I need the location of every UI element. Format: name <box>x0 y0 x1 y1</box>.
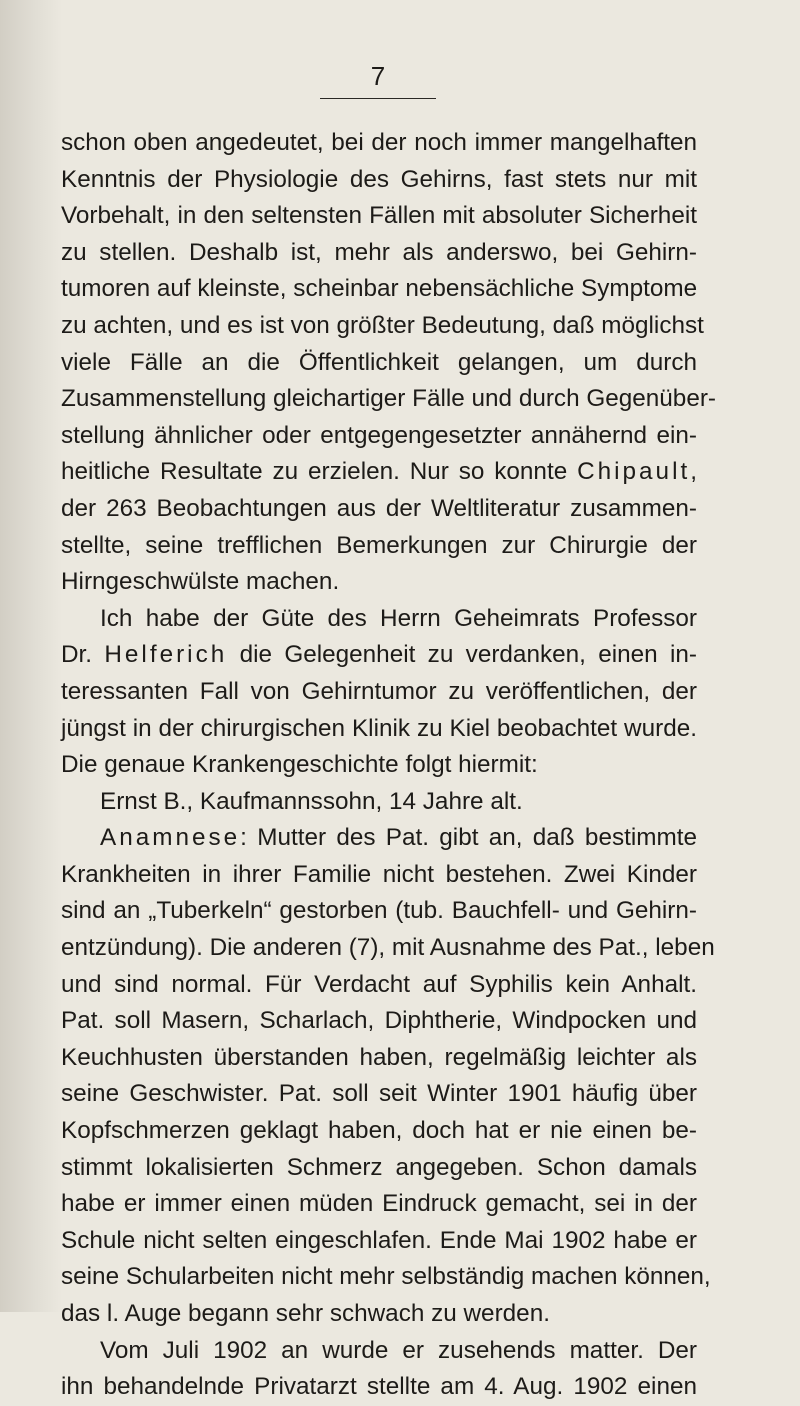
body-text <box>61 125 717 1406</box>
text-segment: Dr. <box>61 641 105 669</box>
text-line <box>61 454 697 491</box>
text-line: Krankheiten in ihrer Familie nicht bestehen. Zwei Kinder <box>61 860 697 888</box>
text-line: ihn behandelnde Privatarzt stellte am 4. Aug. 1902 einen <box>61 1373 697 1401</box>
text-line: Zusammenstellung gleichartiger Fälle und durch Gegenüber- <box>61 385 717 413</box>
text-line: habe er immer einen müden Eindruck gemacht, sei in der <box>61 1190 697 1218</box>
text-line: Ernst B., Kaufmannssohn, 14 Jahre alt. <box>100 787 523 815</box>
text-line <box>61 637 697 674</box>
text-line: Kopfschmerzen geklagt haben, doch hat er nie einen be- <box>61 1117 697 1145</box>
text-line: der 263 Beobachtungen aus der Weltliteratur zusammen- <box>61 494 697 522</box>
text-line <box>61 820 697 857</box>
text-segment: : Mutter des Pat. gibt an, daß bestimmte <box>240 824 697 852</box>
text-line: Vom Juli 1902 an wurde er zusehends matter. Der <box>100 1336 697 1364</box>
text-line: zu stellen. Deshalb ist, mehr als anderswo, bei Gehirn- <box>61 238 697 266</box>
text-line: schon oben angedeutet, bei der noch immer mangelhaften <box>61 129 697 156</box>
text-line: das l. Auge begann sehr schwach zu werden. <box>61 1300 550 1327</box>
author-name-chipault: Chipault <box>577 458 691 486</box>
text-line: jüngst in der chirurgischen Klinik zu Kiel beobachtet wurde. <box>61 714 697 742</box>
text-line: Pat. soll Masern, Scharlach, Diphtherie, Windpocken und <box>61 1007 697 1035</box>
text-line: viele Fälle an die Öffentlichkeit gelangen, um durch <box>61 348 697 376</box>
text-line: Kenntnis der Physiologie des Gehirns, fast stets nur mit <box>61 165 697 193</box>
text-line: und sind normal. Für Verdacht auf Syphilis kein Anhalt. <box>61 970 697 998</box>
text-segment: heitliche Resultate zu erzielen. Nur so konnte <box>61 458 578 486</box>
text-line: Die genaue Krankengeschichte folgt hiermit: <box>61 751 538 779</box>
text-line: seine Schularbeiten nicht mehr selbständig machen können, <box>61 1263 711 1291</box>
text-line: Hirngeschwülste machen. <box>61 568 340 596</box>
text-line: sind an „Tuberkeln“ gestorben (tub. Bauchfell- und Gehirn- <box>61 897 697 925</box>
text-line: tumoren auf kleinste, scheinbar nebensächliche Symptome <box>61 275 698 303</box>
text-line: Keuchhusten überstanden haben, regelmäßig leichter als <box>61 1043 697 1071</box>
author-name-helferich: Helferich <box>104 641 228 669</box>
page-number: 7 <box>320 62 436 99</box>
text-segment: die Gelegenheit zu verdanken, einen in- <box>227 641 697 669</box>
text-line: stellte, seine trefflichen Bemerkungen zur Chirurgie der <box>61 531 697 559</box>
text-line: stimmt lokalisierten Schmerz angegeben. Schon damals <box>61 1153 697 1181</box>
text-segment: , <box>690 458 697 486</box>
text-line: seine Geschwister. Pat. soll seit Winter 1901 häufig über <box>61 1080 697 1108</box>
text-line: teressanten Fall von Gehirntumor zu veröffentlichen, der <box>61 677 697 705</box>
page-edge-shadow <box>0 0 62 1312</box>
text-line: stellung ähnlicher oder entgegengesetzter annähernd ein- <box>61 421 697 449</box>
text-line: zu achten, und es ist von größter Bedeutung, daß möglichst <box>61 311 704 339</box>
text-line: Ich habe der Güte des Herrn Geheimrats Professor <box>100 604 697 632</box>
section-heading-anamnese: Anamnese <box>100 824 241 852</box>
text-line: Vorbehalt, in den seltensten Fällen mit absoluter Sicherheit <box>61 202 697 230</box>
text-line: Schule nicht selten eingeschlafen. Ende Mai 1902 habe er <box>61 1226 697 1254</box>
text-line: entzündung). Die anderen (7), mit Ausnahme des Pat., leben <box>61 934 715 962</box>
